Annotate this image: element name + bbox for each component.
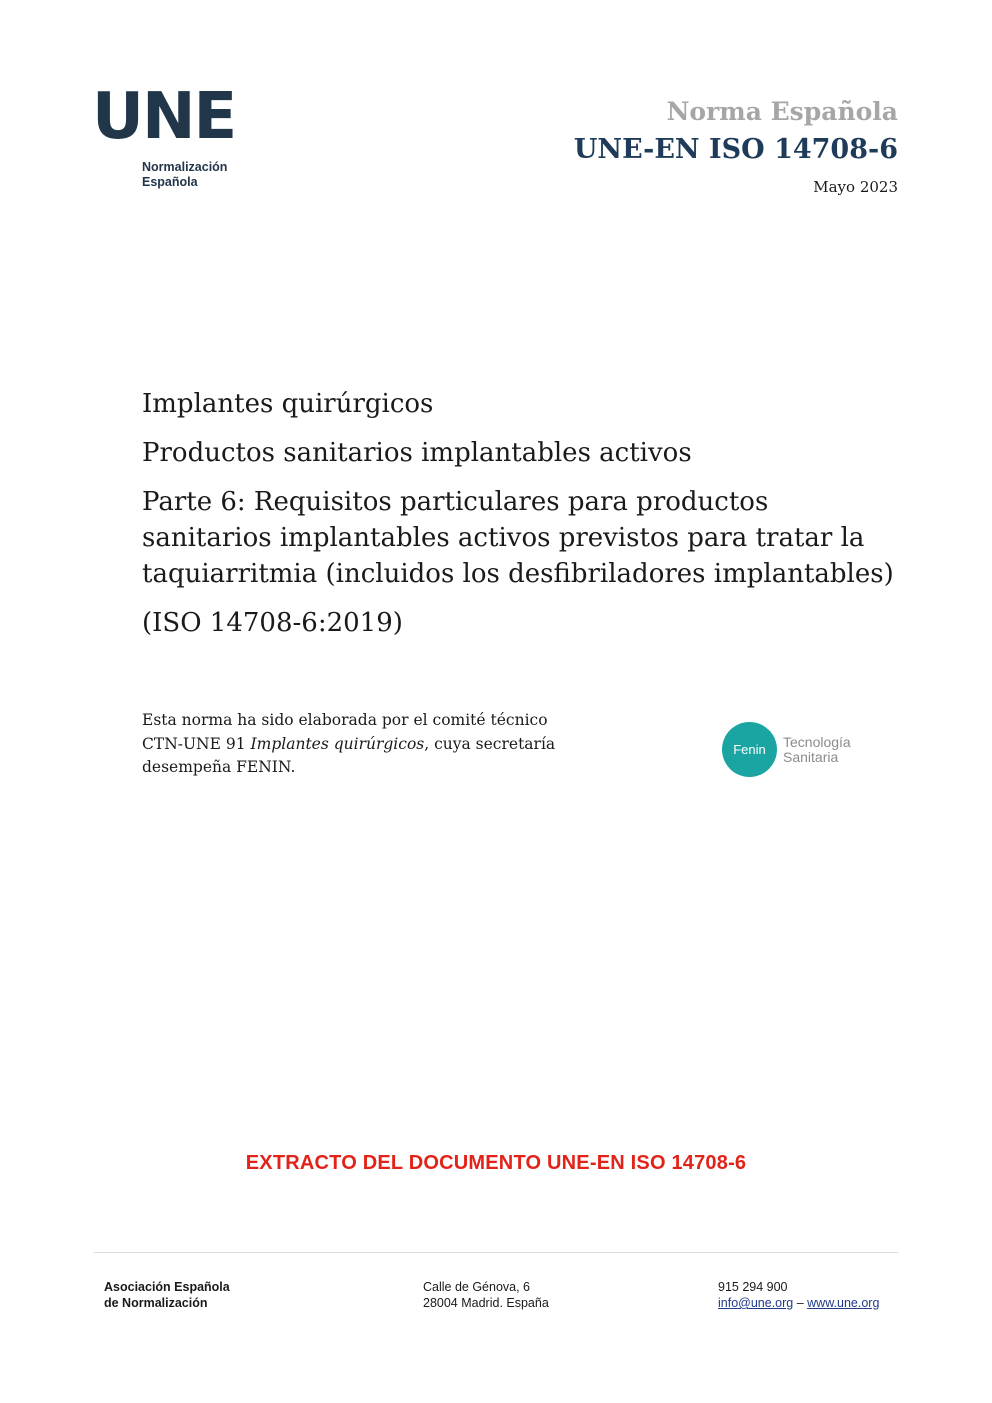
document-date: Mayo 2023 bbox=[813, 178, 898, 196]
title-main: Implantes quirúrgicos bbox=[142, 389, 434, 419]
footer-addr-line1: Calle de Génova, 6 bbox=[423, 1280, 531, 1294]
une-logo-subtitle-line1: Normalización bbox=[142, 160, 228, 174]
une-logo-subtitle bbox=[142, 160, 235, 190]
title-part: Parte 6: Requisitos particulares para productos sanitarios implantables activos previstos para tratar la taquiarritmia (incluidos los desfibriladores implantables) bbox=[142, 487, 894, 589]
footer-organization bbox=[104, 1279, 230, 1311]
document-code: UNE-EN ISO 14708-6 bbox=[573, 134, 898, 165]
extract-notice: EXTRACTO DEL DOCUMENTO UNE-EN ISO 14708-6 bbox=[245, 1152, 747, 1174]
document-header bbox=[574, 96, 898, 198]
committee-statement bbox=[142, 709, 612, 780]
fenin-logo-circle: Fenin bbox=[722, 722, 777, 777]
committee-name: Implantes quirúrgicos bbox=[250, 734, 425, 753]
committee-line3: desempeña FENIN. bbox=[142, 758, 296, 776]
footer-address bbox=[423, 1279, 549, 1311]
fenin-logo-line1: Tecnología bbox=[783, 733, 851, 750]
footer-links bbox=[718, 1295, 879, 1311]
email-link[interactable]: info@une.org bbox=[718, 1296, 794, 1310]
title-iso-reference: (ISO 14708-6:2019) bbox=[142, 608, 403, 638]
footer-link-separator: – bbox=[793, 1296, 808, 1310]
une-logo-mark: UNE bbox=[92, 80, 236, 154]
committee-line1: Esta norma ha sido elaborada por el comité técnico bbox=[142, 711, 548, 729]
footer-divider bbox=[94, 1252, 898, 1253]
footer-phone: 915 294 900 bbox=[718, 1280, 788, 1294]
fenin-logo-text bbox=[783, 735, 851, 765]
document-kind: Norma Española bbox=[666, 97, 898, 126]
committee-line2 bbox=[142, 733, 612, 757]
committee-suffix: , cuya secretaría bbox=[424, 734, 556, 753]
fenin-logo-line2: Sanitaria bbox=[783, 748, 839, 765]
footer-addr-line2: 28004 Madrid. España bbox=[423, 1296, 549, 1310]
committee-prefix: CTN-UNE 91 bbox=[142, 734, 251, 753]
footer-org-line1: Asociación Española bbox=[104, 1280, 230, 1294]
footer-contact bbox=[718, 1279, 879, 1311]
une-logo-subtitle-line2: Española bbox=[142, 175, 198, 189]
footer-org-line2: de Normalización bbox=[104, 1296, 208, 1310]
website-link[interactable]: www.une.org bbox=[807, 1296, 880, 1310]
title-sub: Productos sanitarios implantables activos bbox=[142, 438, 692, 468]
fenin-logo bbox=[722, 722, 851, 777]
document-titles bbox=[142, 386, 902, 654]
une-logo bbox=[92, 80, 236, 190]
